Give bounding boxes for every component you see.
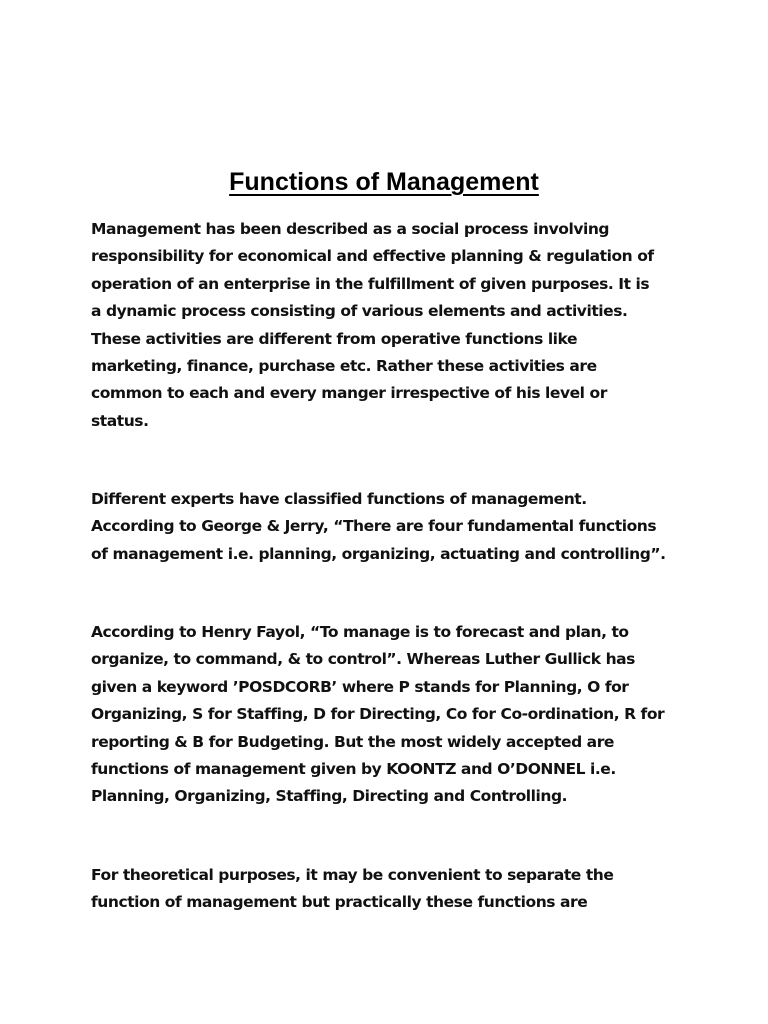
paragraph-line: given a keyword ’POSDCORB’ where P stands for Planning, O for (91, 677, 629, 696)
paragraph-line: function of management but practically these functions are (91, 893, 588, 912)
paragraph-line: functions of management given by KOONTZ and O’DONNEL i.e. (91, 760, 616, 779)
page-title: Functions of Management (229, 168, 539, 196)
paragraph-line: responsibility for economical and effective planning & regulation of (91, 247, 654, 266)
paragraph-line: operation of an enterprise in the fulfillment of given purposes. It is (91, 274, 650, 293)
paragraph-2 (91, 486, 691, 568)
paragraph-line: According to George & Jerry, “There are four fundamental functions (91, 517, 657, 536)
paragraph-line: marketing, finance, purchase etc. Rather these activities are (91, 357, 597, 376)
paragraph-line: Planning, Organizing, Staffing, Directing and Controlling. (91, 787, 568, 806)
paragraph-line: These activities are different from operative functions like (91, 329, 578, 348)
paragraph-line: According to Henry Fayol, “To manage is to forecast and plan, to (91, 623, 629, 641)
paragraph-line: Organizing, S for Staffing, D for Directing, Co for Co-ordination, R for (91, 705, 665, 724)
paragraph-1 (91, 216, 691, 435)
paragraph-line: For theoretical purposes, it may be convenient to separate the (91, 866, 614, 884)
paragraph-line: organize, to command, & to control”. Whereas Luther Gullick has (91, 650, 635, 669)
paragraph-line: status. (91, 411, 149, 430)
paragraph-line: of management i.e. planning, organizing, actuating and controlling”. (91, 544, 666, 563)
paragraph-4 (91, 862, 691, 917)
paragraph-line: Management has been described as a social process involving (91, 220, 610, 238)
paragraph-line: common to each and every manger irrespective of his level or (91, 384, 607, 403)
paragraph-line: reporting & B for Budgeting. But the most widely accepted are (91, 732, 614, 751)
paragraph-line: Different experts have classified functions of management. (91, 490, 587, 508)
paragraph-3 (91, 619, 691, 811)
paragraph-line: a dynamic process consisting of various elements and activities. (91, 302, 628, 321)
